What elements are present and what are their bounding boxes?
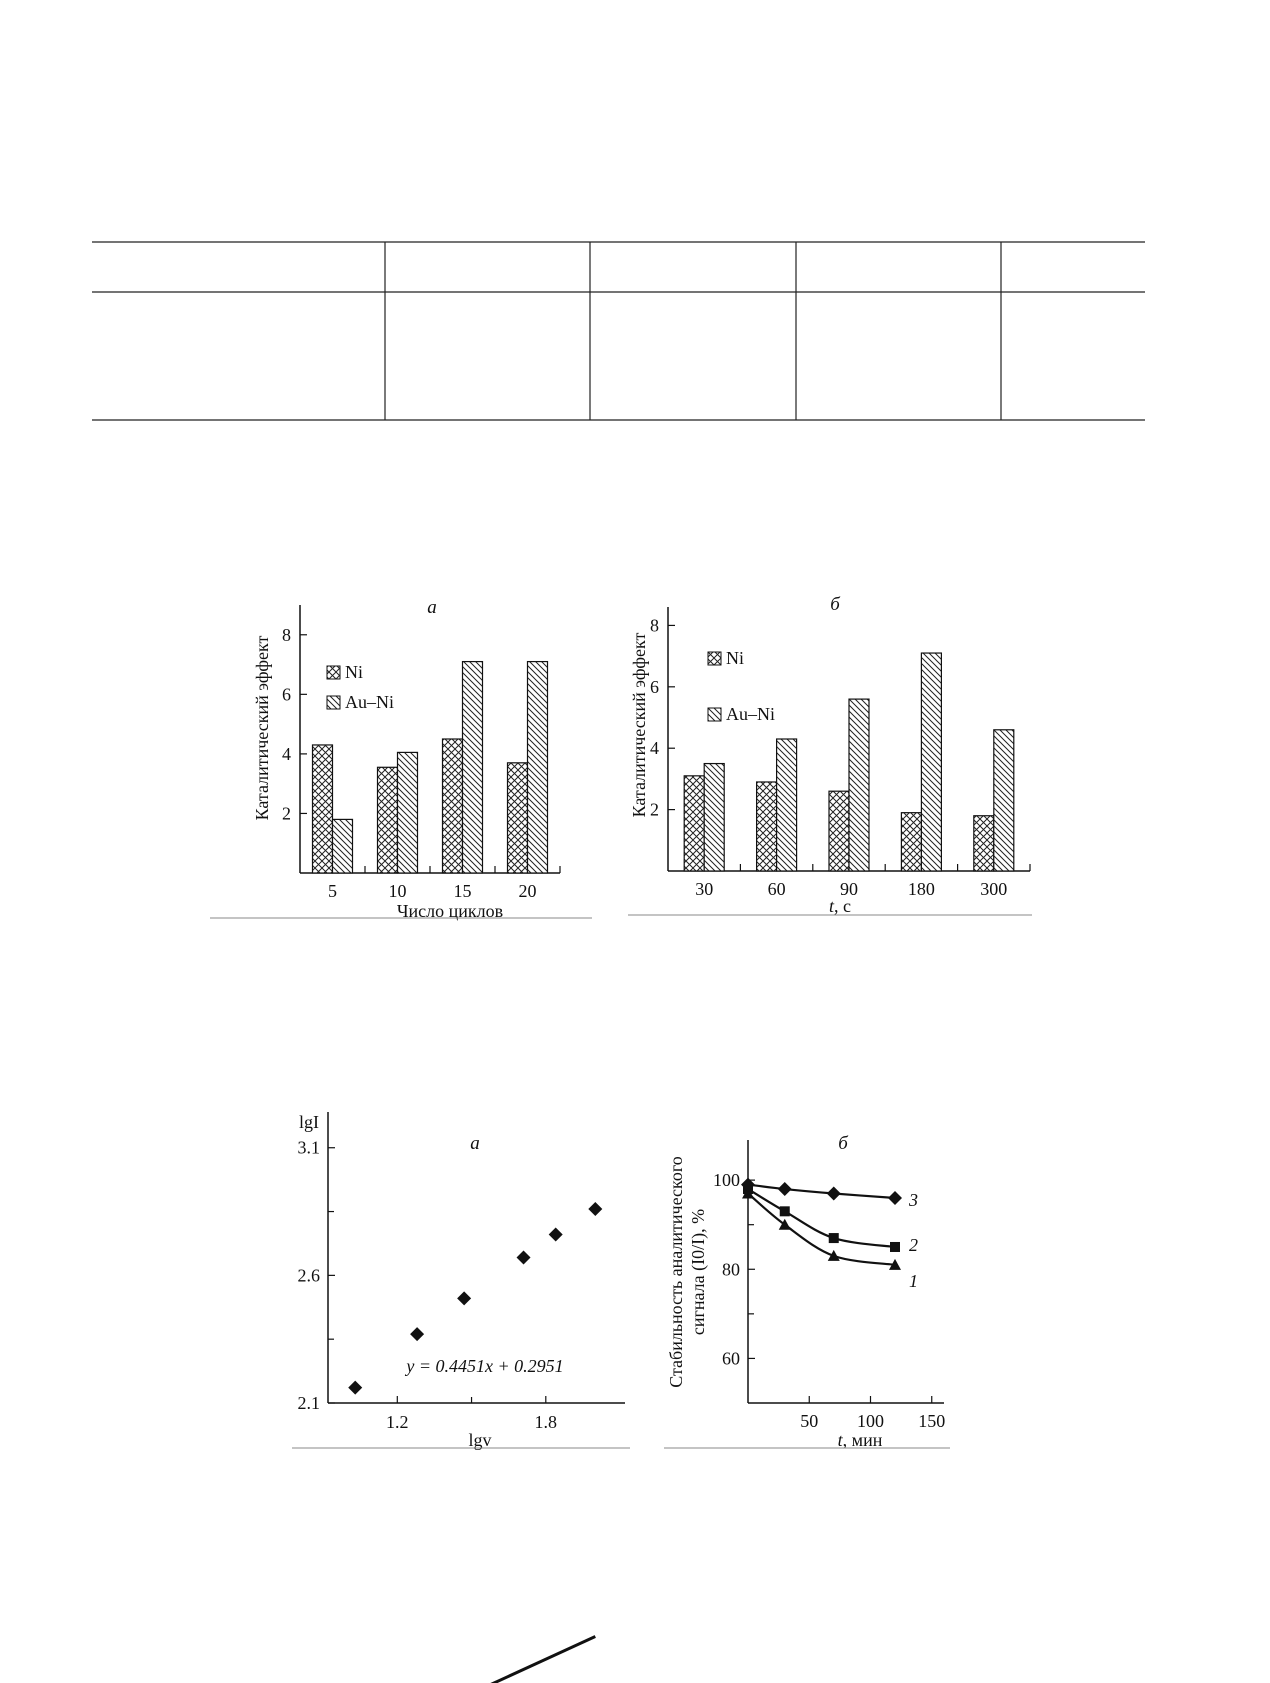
bar-ni [508, 763, 528, 873]
y-tick-label: 8 [650, 615, 659, 636]
data-point [348, 1381, 362, 1395]
chart-fig1b [628, 594, 1032, 916]
data-point-diamond [778, 1182, 792, 1196]
data-point-square [829, 1233, 839, 1243]
y-tick-label: 100 [713, 1170, 740, 1191]
x-axis-label [838, 1430, 883, 1450]
y-tick-label: 80 [722, 1259, 740, 1280]
x-tick-label: 20 [518, 881, 537, 901]
data-point-diamond [827, 1186, 841, 1200]
x-tick-label: 30 [695, 879, 714, 899]
y-axis-label: Каталитический эффект [252, 635, 272, 821]
bar-ni [443, 739, 463, 873]
y-tick-label: 4 [282, 743, 291, 764]
bar-auni [777, 739, 797, 871]
panel-label: а [470, 1133, 480, 1154]
bar-auni [921, 653, 941, 871]
series-label-1: 1 [909, 1270, 918, 1291]
x-axis-label: lgv [468, 1430, 492, 1450]
legend-label: Au–Ni [726, 704, 775, 724]
x-tick-label: 100 [857, 1411, 884, 1431]
x-tick-label: 300 [980, 879, 1008, 899]
y-tick-label: 8 [282, 624, 291, 645]
y-tick-label: 2 [650, 799, 659, 820]
data-point-diamond [888, 1191, 902, 1205]
y-tick-label: 6 [282, 684, 291, 705]
x-axis-label-unit: , мин [842, 1430, 883, 1450]
x-tick-label: 90 [840, 879, 858, 899]
data-point [410, 1327, 424, 1341]
series-line-1 [748, 1193, 895, 1264]
chart-fig1a [210, 597, 592, 921]
legend-swatch [327, 666, 340, 679]
bar-ni [901, 813, 921, 871]
bar-auni [463, 662, 483, 873]
x-tick-label: 1.8 [534, 1412, 558, 1432]
chart-fig2a [292, 1112, 630, 1683]
chart-fig2b [664, 1133, 950, 1450]
y-tick-label: 6 [650, 676, 659, 697]
series-label-2: 2 [909, 1234, 918, 1255]
bar-auni [994, 730, 1014, 871]
bar-ni [757, 782, 777, 871]
legend-swatch [327, 696, 340, 709]
x-axis-label-var: t [837, 1430, 843, 1450]
legend-label: Ni [345, 662, 363, 682]
data-point [457, 1291, 471, 1305]
bar-auni [528, 662, 548, 873]
x-axis-label-unit: , с [834, 896, 852, 916]
y-tick-label: 3.1 [297, 1137, 320, 1158]
x-tick-label: 5 [328, 881, 337, 901]
x-tick-label: 150 [918, 1411, 946, 1431]
legend-label: Ni [726, 648, 744, 668]
x-axis-label-var: t [828, 896, 835, 916]
y-axis-label: lgI [299, 1112, 319, 1132]
y-tick-label: 60 [722, 1348, 740, 1369]
legend-label: Au–Ni [345, 692, 394, 712]
bar-ni [974, 816, 994, 871]
fit-line [355, 1636, 595, 1683]
bar-ni [313, 745, 333, 873]
series-line-2 [748, 1189, 895, 1247]
y-tick-label: 2.1 [297, 1393, 320, 1413]
panel-label: а [427, 597, 437, 618]
bar-auni [849, 699, 869, 871]
series-label-3: 3 [909, 1189, 918, 1210]
y-axis-label-line2: сигнала (I0/I), % [688, 1208, 708, 1336]
bar-ni [684, 776, 704, 871]
x-axis-label: Число циклов [396, 901, 504, 921]
x-tick-label: 10 [388, 881, 407, 901]
x-axis-label [829, 896, 851, 916]
y-tick-label: 2.6 [297, 1265, 320, 1286]
fit-equation: y = 0.4451x + 0.2951 [406, 1356, 564, 1376]
bar-auni [704, 764, 724, 871]
data-point-square [780, 1206, 790, 1216]
legend-swatch [708, 708, 721, 721]
x-tick-label: 180 [907, 879, 935, 899]
y-tick-label: 2 [282, 803, 291, 824]
data-point-square [890, 1242, 900, 1252]
y-axis-label: Каталитический эффект [629, 632, 649, 818]
x-tick-label: 50 [800, 1411, 819, 1431]
data-point [517, 1251, 531, 1265]
bar-auni [333, 819, 353, 873]
y-axis-label-line1: Стабильность аналитического [666, 1156, 686, 1388]
bar-ni [829, 791, 849, 871]
table-frame [92, 242, 1145, 420]
bar-ni [378, 767, 398, 873]
x-tick-label: 1.2 [386, 1412, 409, 1432]
legend-swatch [708, 652, 721, 665]
panel-label: б [838, 1133, 848, 1154]
bar-auni [398, 752, 418, 873]
y-tick-label: 4 [650, 738, 659, 759]
data-point [549, 1228, 563, 1242]
x-tick-label: 60 [767, 879, 786, 899]
data-point [588, 1202, 602, 1216]
x-tick-label: 15 [453, 881, 472, 901]
series-line-3 [748, 1185, 895, 1198]
panel-label: б [830, 594, 840, 615]
